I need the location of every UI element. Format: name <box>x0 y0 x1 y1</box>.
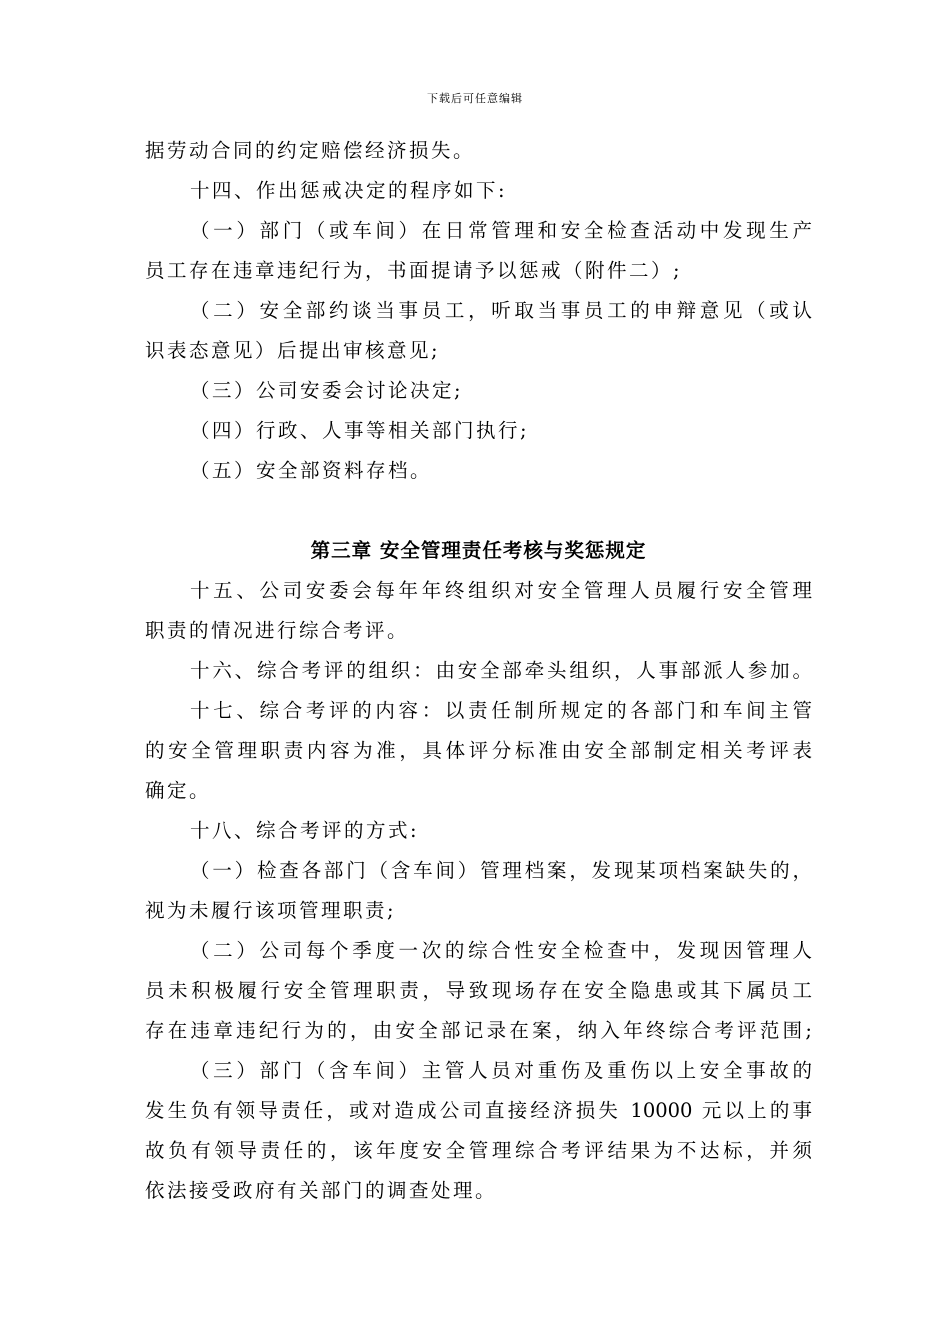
paragraph-line: 发生负有领导责任，或对造成公司直接经济损失 10000 元以上的事 <box>145 1099 812 1122</box>
chapter-heading: 第三章 安全管理责任考核与奖惩规定 <box>310 539 647 562</box>
paragraph-line: （三）公司安委会讨论决定; <box>190 379 464 402</box>
paragraph-line: 确定。 <box>145 779 212 802</box>
paragraph-line: （一）检查各部门（含车间）管理档案，发现某项档案缺失的， <box>190 859 812 882</box>
paragraph-line: （五）安全部资料存档。 <box>190 459 433 482</box>
paragraph-line: （一）部门（或车间）在日常管理和安全检查活动中发现生产 <box>190 219 812 242</box>
paragraph-line: 依法接受政府有关部门的调查处理。 <box>145 1179 498 1202</box>
paragraph-line: 十五、公司安委会每年年终组织对安全管理人员履行安全管理 <box>190 579 812 602</box>
paragraph-line: 存在违章违纪行为的，由安全部记录在案，纳入年终综合考评范围; <box>145 1019 812 1042</box>
paragraph-line: 十八、综合考评的方式: <box>190 819 420 842</box>
paragraph-line: （三）部门（含车间）主管人员对重伤及重伤以上安全事故的 <box>190 1059 812 1082</box>
paragraph-line: 员工存在违章违纪行为，书面提请予以惩戒（附件二）; <box>145 259 683 282</box>
document-body <box>145 131 812 1211</box>
paragraph-line: 员未积极履行安全管理职责，导致现场存在安全隐患或其下属员工 <box>145 979 812 1002</box>
page-header: 下载后可任意编辑 <box>427 92 523 105</box>
paragraph-line: 职责的情况进行综合考评。 <box>145 619 410 642</box>
paragraph-line: 十四、作出惩戒决定的程序如下: <box>190 179 508 202</box>
paragraph-line: （二）安全部约谈当事员工，听取当事员工的申辩意见（或认 <box>190 299 812 322</box>
paragraph-line: 十六、综合考评的组织：由安全部牵头组织，人事部派人参加。 <box>190 659 812 682</box>
paragraph-line: 故负有领导责任的，该年度安全管理综合考评结果为不达标，并须 <box>145 1139 812 1162</box>
paragraph-line: 据劳动合同的约定赔偿经济损失。 <box>145 139 476 162</box>
paragraph-line: （二）公司每个季度一次的综合性安全检查中，发现因管理人 <box>190 939 812 962</box>
paragraph-line: （四）行政、人事等相关部门执行; <box>190 419 530 442</box>
paragraph-line: 十七、综合考评的内容：以责任制所规定的各部门和车间主管 <box>190 699 812 722</box>
paragraph-line: 的安全管理职责内容为准，具体评分标准由安全部制定相关考评表 <box>145 739 812 762</box>
paragraph-line: 识表态意见）后提出审核意见; <box>145 339 441 362</box>
paragraph-line: 视为未履行该项管理职责; <box>145 899 397 922</box>
